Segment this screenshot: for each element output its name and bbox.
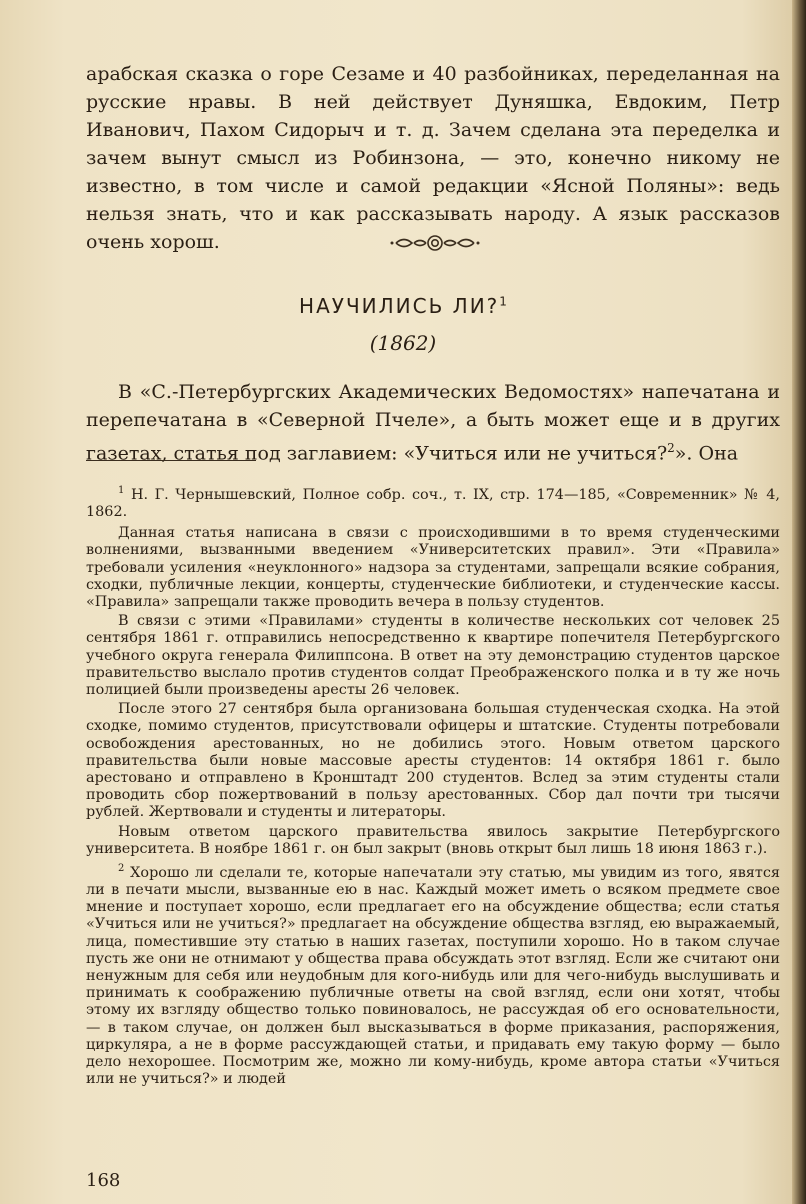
footnote-1-paragraph: В связи с этими «Правилами» студенты в количестве нескольких сот человек 25 сентября 1861 г. отправились непосредственно к квартире попечителя Петербургского учебного округа генерала Филиппсона. В ответ на эту демонстрацию студентов царское правительство выслало против студентов солдат Преображенского полка и в ту же ночь полицией были произведены аресты 26 человек. xyxy=(86,613,780,699)
footnote-2 xyxy=(86,860,780,1088)
article-opening-end: ». Она xyxy=(674,442,739,465)
footnote-2-mark: 2 xyxy=(118,863,125,875)
footnote-2-text: Хорошо ли сделали те, которые напечатали эту статью, мы увидим из того, явятся ли в печати мысли, вызванные ею в нас. Каждый может иметь о всяком предмете свое мнение и поступает хорошо, если предлагает его на обсуждение общества; если статья «Учиться или не учиться?» предлагает на обсуждение общества взгляд, ею выражаемый, лица, поместившие эту статью в наших газетах, поступили хорошо. Но в таком случае пусть же они не отнимают у общества права обсуждать этот взгляд. Если же считают они ненужным для себя или неудобным для кого-нибудь или для чего-нибудь выслушивать и принимать к соображению публичные ответы на свой взгляд, если они хотят, чтобы этому их взгляду общество только повиновалось, не рассуждая об его основательности, — в таком случае, он должен был высказываться в форме приказания, распоряжения, циркуляра, а не в форме рассуждающей статьи, и придавать ему такую форму — было дело нехорошее. Посмотрим же, можно ли кому-нибудь, кроме автора статьи «Учиться или не учиться?» и людей xyxy=(86,864,780,1088)
intro-paragraph xyxy=(86,60,780,256)
footnote-1-citation-text: Н. Г. Чернышевский, Полное собр. соч., т. IX, стр. 174—185, «Современник» № 4, 1862. xyxy=(86,486,781,520)
article-title xyxy=(0,294,806,318)
footnote-ref-1[interactable]: 1 xyxy=(499,294,507,309)
page-number: 168 xyxy=(86,1170,121,1191)
page-edge xyxy=(792,0,806,1204)
article-opening xyxy=(86,378,780,467)
decorative-flourish-icon xyxy=(390,232,480,254)
article-opening-paragraph xyxy=(86,378,780,467)
footnote-1-paragraph: После этого 27 сентября была организована большая студенческая сходка. На этой сходке, помимо студентов, присутствовали офицеры и штатские. Студенты потребовали освобождения арестованных, но не добились этого. Новым ответом царского правительства были новые массовые аресты студентов: 14 октября 1861 г. было арестовано и отправлено в Кронштадт 200 студентов. Вслед за этим студенты стали проводить сбор пожертвований в пользу арестованных. Сбор дал почти три тысячи рублей. Жертвовали и студенты и литераторы. xyxy=(86,701,780,821)
article-title-text: НАУЧИЛИСЬ ЛИ? xyxy=(299,294,500,318)
intro-text: арабская сказка о горе Сезаме и 40 разбойниках, переделанная на русские нравы. В ней действует Дуняшка, Евдоким, Петр Иванович, Пахом Сидорыч и т. д. Зачем сделана эта переделка и зачем вынут смысл из Робинзона, — это, конечно никому не известно, в том числе и самой редакции «Ясной Поляны»: ведь нельзя знать, что и как рассказывать народу. А язык рассказов очень хорош. xyxy=(86,63,780,253)
footnote-1-mark: 1 xyxy=(118,485,125,496)
footnote-1-paragraph: Данная статья написана в связи с происходившими в то время студенческими волнениями, вызванными введением «Университетских правил». Эти «Правила» требовали усиления «неуклонного» надзора за студентами, запрещали всякие собрания, сходки, публичные лекции, концерты, студенческие библиотеки, и студенческие кассы. «Правила» запрещали также проводить вечера в пользу студентов. xyxy=(86,525,780,611)
footnotes xyxy=(86,482,780,1091)
footnote-separator xyxy=(86,460,256,461)
footnote-1-citation xyxy=(86,482,780,521)
article-opening-text: В «С.-Петербургских Академических Ведомостях» напечатана и перепечатана в «Северной Пчеле», а быть может еще и в других газетах, статья под заглавием: «Учиться или не учиться? xyxy=(86,381,780,465)
footnote-ref-2[interactable]: 2 xyxy=(667,441,675,455)
article-year: (1862) xyxy=(369,331,437,355)
footnote-1-paragraph: Новым ответом царского правительства явилось закрытие Петербургского университета. В ноябре 1861 г. он был закрыт (вновь открыт был лишь 18 июня 1863 г.). xyxy=(86,823,780,857)
